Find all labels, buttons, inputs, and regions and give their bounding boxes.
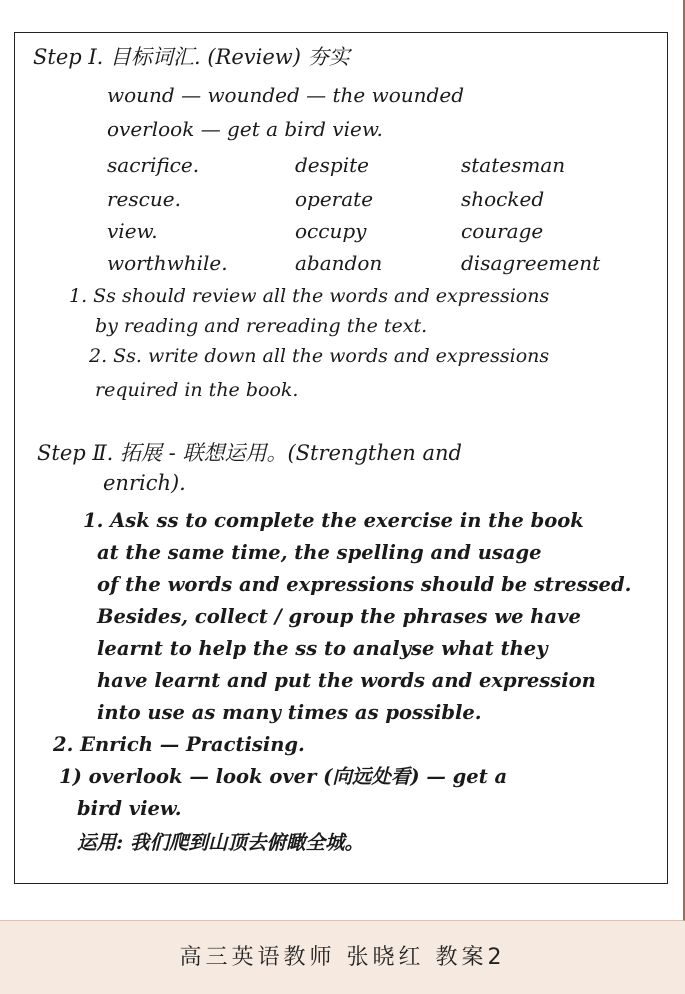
step1-note-line: 1. Ss should review all the words and expressions <box>69 285 550 307</box>
step2-note-line: 2. Enrich — Practising. <box>53 733 305 756</box>
vocab-word: courage <box>461 219 544 243</box>
vocab-word: despite <box>295 153 369 177</box>
vocab-row-2: overlook — get a bird view. <box>107 117 383 141</box>
step2-note-line: 运用: 我们爬到山顶去俯瞰全城。 <box>77 831 364 854</box>
step1-note-line: by reading and rereading the text. <box>95 315 428 337</box>
step2-note-line: 1. Ask ss to complete the exercise in the book <box>83 509 584 532</box>
vocab-row-1: wound — wounded — the wounded <box>107 83 464 107</box>
step2-note-line: into use as many times as possible. <box>97 701 482 724</box>
vocab-word: abandon <box>295 251 383 275</box>
step1-heading: Step Ⅰ. 目标词汇. (Review) 夯实 <box>33 45 350 69</box>
step2-note-line: have learnt and put the words and expression <box>97 669 596 692</box>
vocab-word: view. <box>107 219 158 243</box>
step2-note-line: bird view. <box>77 797 182 820</box>
step2-note-line: 1) overlook — look over (向远处看) — get a <box>59 765 508 788</box>
handwritten-lesson-plan <box>14 32 668 884</box>
step2-note-line: Besides, collect / group the phrases we have <box>97 605 581 628</box>
vocab-word: operate <box>295 187 374 211</box>
step1-note-line: 2. Ss. write down all the words and expressions <box>89 345 550 367</box>
step2-note-line: learnt to help the ss to analyse what they <box>97 637 548 660</box>
vocab-word: occupy <box>295 219 367 243</box>
step2-heading: Step Ⅱ. 拓展 - 联想运用。(Strengthen and <box>37 441 462 465</box>
step2-note-line: of the words and expressions should be stressed. <box>97 573 632 596</box>
document-caption: 高三英语教师 张晓红 教案2 <box>179 945 506 970</box>
step1-note-line: required in the book. <box>95 379 299 401</box>
step2-note-line: at the same time, the spelling and usage <box>97 541 542 564</box>
vocab-word: disagreement <box>461 251 601 275</box>
vocab-word: worthwhile. <box>107 251 228 275</box>
step2-heading-continued: enrich). <box>103 471 186 495</box>
vocab-word: statesman <box>461 153 566 177</box>
vocab-word: shocked <box>461 187 545 211</box>
vocab-word: rescue. <box>107 187 181 211</box>
vocab-word: sacrifice. <box>107 153 200 177</box>
